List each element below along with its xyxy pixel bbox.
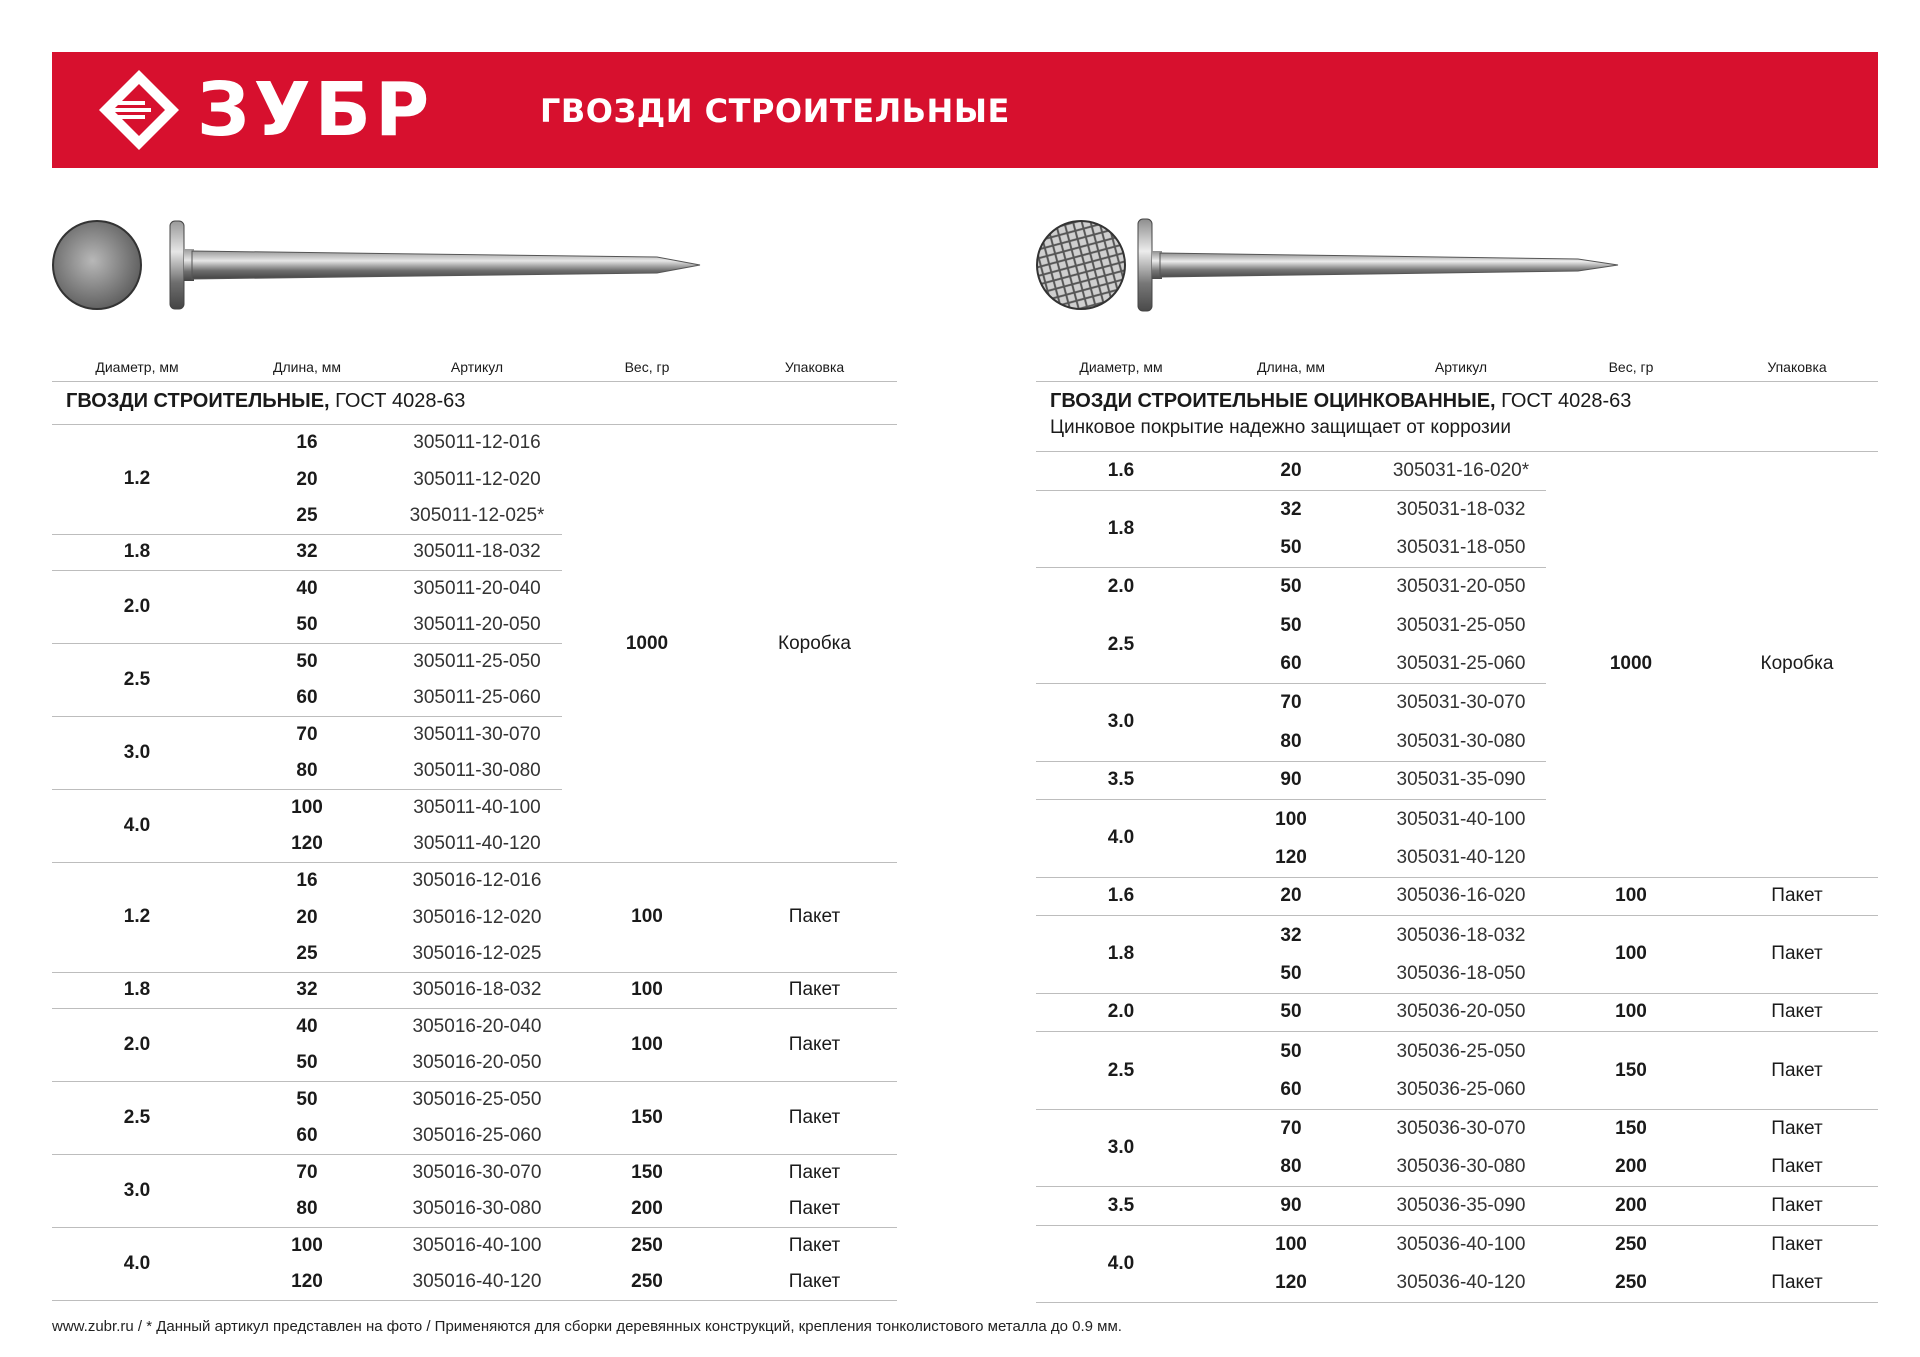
length-cell: 16 — [296, 870, 318, 892]
diameter-cell: 1.8 — [52, 973, 222, 1010]
article-cell: 305011-40-100 — [413, 797, 541, 819]
weight-cell: 100 — [1546, 878, 1716, 917]
article-cell: 305036-40-120 — [1376, 1264, 1546, 1303]
article-cell: 305036-18-050 — [1376, 955, 1546, 994]
pack-cell: Пакет — [1716, 1032, 1878, 1109]
diameter-cell: 2.5 — [1036, 1032, 1206, 1109]
length-cell: 80 — [1206, 1148, 1376, 1187]
diameter-cell: 4.0 — [1036, 800, 1206, 877]
pack-cell: Пакет — [1716, 1187, 1878, 1226]
pack-cell: Пакет — [1771, 1234, 1823, 1256]
length-cell: 20 — [296, 906, 318, 928]
article-cell: 305016-25-050 — [412, 1089, 542, 1111]
length-cell: 60 — [222, 681, 392, 718]
article-cell: 305011-20-040 — [413, 578, 541, 600]
length-cell: 100 — [1275, 1234, 1307, 1256]
weight-cell: 200 — [1546, 1148, 1716, 1187]
length-cell: 16 — [296, 432, 318, 454]
length-cell: 20 — [296, 468, 318, 490]
length-cell: 50 — [1206, 529, 1376, 568]
diameter-cell: 1.6 — [1036, 452, 1206, 491]
diameter-cell: 1.8 — [1036, 491, 1206, 568]
article-cell: 305031-18-032 — [1396, 499, 1526, 521]
weight-cell: 100 — [562, 1009, 732, 1082]
article-cell: 305036-30-070 — [1396, 1118, 1526, 1140]
nail-photo-plain — [52, 215, 712, 315]
length-cell: 50 — [1280, 576, 1302, 598]
article-cell: 305016-18-032 — [392, 973, 562, 1010]
length-cell: 20 — [1206, 452, 1376, 491]
column-header: Артикул — [392, 352, 562, 382]
diameter-cell: 3.0 — [52, 717, 222, 790]
diameter-cell: 3.0 — [1036, 1110, 1206, 1187]
pack-cell: Пакет — [732, 1265, 897, 1302]
column-header: Диаметр, мм — [52, 352, 222, 382]
article-cell: 305036-20-050 — [1376, 994, 1546, 1033]
weight-cell: 150 — [1546, 1032, 1716, 1109]
diameter-cell: 1.2 — [52, 863, 222, 973]
pack-cell: Пакет — [732, 1192, 897, 1229]
diameter-cell: 2.5 — [52, 644, 222, 717]
pack-cell: Коробка — [732, 425, 897, 863]
article-cell: 305011-25-050 — [413, 651, 541, 673]
diameter-cell: 2.0 — [1107, 576, 1135, 598]
length-cell: 50 — [1280, 1040, 1302, 1062]
length-cell: 50 — [296, 651, 318, 673]
article-cell: 305036-35-090 — [1376, 1187, 1546, 1226]
article-cell: 305016-12-016 — [412, 870, 542, 892]
article-cell: 305031-25-060 — [1376, 645, 1546, 684]
article-cell: 305011-12-016 — [413, 432, 541, 454]
article-cell: 305036-30-080 — [1376, 1148, 1546, 1187]
article-cell: 305016-20-050 — [392, 1046, 562, 1083]
brand-name: ЗУБР — [197, 67, 434, 153]
diameter-cell: 2.0 — [52, 571, 222, 644]
pack-cell: Пакет — [1771, 1118, 1823, 1140]
section-note: Цинковое покрытие надежно защищает от коррозии — [1050, 417, 1511, 438]
weight-cell: 150 — [562, 1082, 732, 1155]
pack-cell: Пакет — [1716, 994, 1878, 1033]
article-cell: 305016-30-070 — [412, 1162, 542, 1184]
length-cell: 32 — [1280, 499, 1302, 521]
length-cell: 50 — [1206, 994, 1376, 1033]
length-cell: 120 — [222, 827, 392, 864]
length-cell: 50 — [222, 608, 392, 645]
length-cell: 120 — [1206, 839, 1376, 878]
weight-cell: 150 — [631, 1162, 663, 1184]
weight-cell: 1000 — [562, 425, 732, 863]
weight-cell: 1000 — [1546, 452, 1716, 878]
length-cell: 60 — [1206, 645, 1376, 684]
weight-cell: 100 — [562, 973, 732, 1010]
length-cell: 32 — [222, 973, 392, 1010]
article-cell: 305011-30-080 — [392, 754, 562, 791]
article-cell: 305036-40-100 — [1396, 1234, 1526, 1256]
length-cell: 90 — [1206, 762, 1376, 801]
section-gost: ГОСТ 4028-63 — [1495, 390, 1632, 412]
length-cell: 100 — [291, 1235, 323, 1257]
section-heading — [52, 382, 897, 425]
article-cell: 305036-25-060 — [1376, 1071, 1546, 1110]
length-cell: 80 — [1206, 723, 1376, 762]
article-cell: 305016-12-020 — [412, 906, 542, 928]
weight-cell: 100 — [1546, 916, 1716, 993]
diameter-cell: 3.0 — [52, 1155, 222, 1228]
length-cell: 32 — [222, 535, 392, 572]
article-cell: 305011-40-120 — [392, 827, 562, 864]
length-cell: 50 — [1280, 615, 1302, 637]
article-cell: 305016-30-080 — [392, 1192, 562, 1229]
pack-cell: Пакет — [732, 973, 897, 1010]
length-cell: 50 — [296, 1089, 318, 1111]
pack-cell: Коробка — [1716, 452, 1878, 878]
column-header: Упаковка — [732, 352, 897, 382]
length-cell: 70 — [296, 724, 318, 746]
weight-cell: 250 — [631, 1235, 663, 1257]
diameter-cell: 1.8 — [1036, 916, 1206, 993]
weight-cell: 250 — [1615, 1234, 1647, 1256]
pack-cell: Пакет — [788, 1235, 841, 1257]
article-cell: 305016-40-120 — [392, 1265, 562, 1302]
diameter-cell: 3.5 — [1036, 762, 1206, 801]
length-cell: 100 — [291, 797, 323, 819]
length-cell: 50 — [1206, 955, 1376, 994]
section-title: ГВОЗДИ СТРОИТЕЛЬНЫЕ, — [66, 390, 330, 412]
article-cell: 305011-25-060 — [392, 681, 562, 718]
article-cell: 305016-12-025 — [392, 936, 562, 973]
length-cell: 70 — [296, 1162, 318, 1184]
column-header: Вес, гр — [562, 352, 732, 382]
pack-cell: Пакет — [732, 1082, 897, 1155]
page-title: ГВОЗДИ СТРОИТЕЛЬНЫЕ — [540, 92, 1010, 130]
article-cell: 305011-20-050 — [392, 608, 562, 645]
length-cell: 70 — [1280, 692, 1302, 714]
length-cell: 32 — [1280, 924, 1302, 946]
weight-cell: 100 — [562, 863, 732, 973]
diameter-cell: 2.5 — [52, 1082, 222, 1155]
pack-cell: Пакет — [1716, 1148, 1878, 1187]
length-cell: 25 — [222, 936, 392, 973]
article-cell: 305011-12-020 — [413, 468, 541, 490]
article-cell: 305036-18-032 — [1396, 924, 1526, 946]
column-header: Диаметр, мм — [1036, 352, 1206, 382]
column-header: Артикул — [1376, 352, 1546, 382]
pack-cell: Пакет — [788, 1162, 841, 1184]
article-cell: 305011-30-070 — [413, 724, 541, 746]
footer-note: www.zubr.ru / * Данный артикул представлен на фото / Применяются для сборки деревянных конструкций, крепления тонколистового металла до 0.9 мм. — [52, 1318, 1122, 1335]
diameter-cell: 1.8 — [52, 535, 222, 572]
weight-cell: 150 — [1615, 1118, 1647, 1140]
article-cell: 305016-40-100 — [412, 1235, 542, 1257]
length-cell: 40 — [296, 1016, 318, 1038]
diameter-cell: 3.5 — [1036, 1187, 1206, 1226]
zubr-emblem-icon — [97, 68, 181, 152]
column-header: Длина, мм — [222, 352, 392, 382]
nail-photo-galvanized — [1036, 215, 1626, 315]
article-cell: 305031-40-120 — [1376, 839, 1546, 878]
length-cell: 70 — [1280, 1118, 1302, 1140]
length-cell: 50 — [222, 1046, 392, 1083]
article-cell: 305031-25-050 — [1396, 615, 1526, 637]
diameter-cell: 4.0 — [1036, 1226, 1206, 1303]
section-gost: ГОСТ 4028-63 — [329, 390, 466, 412]
article-cell: 305016-20-040 — [412, 1016, 542, 1038]
diameter-cell: 2.0 — [1036, 994, 1206, 1033]
section-title-line — [1050, 390, 1878, 413]
length-cell: 80 — [222, 754, 392, 791]
length-cell: 60 — [222, 1119, 392, 1156]
section-title: ГВОЗДИ СТРОИТЕЛЬНЫЕ ОЦИНКОВАННЫЕ, — [1050, 390, 1496, 412]
pack-cell: Пакет — [732, 863, 897, 973]
weight-cell: 200 — [1546, 1187, 1716, 1226]
weight-cell: 100 — [1546, 994, 1716, 1033]
weight-cell: 200 — [562, 1192, 732, 1229]
diameter-cell: 1.6 — [1036, 878, 1206, 917]
length-cell: 90 — [1206, 1187, 1376, 1226]
table-plain-nails — [52, 352, 897, 1301]
article-cell: 305011-18-032 — [392, 535, 562, 572]
article-cell: 305031-40-100 — [1396, 808, 1526, 830]
length-cell: 25 — [222, 498, 392, 535]
weight-cell: 250 — [562, 1265, 732, 1302]
article-cell: 305016-25-060 — [392, 1119, 562, 1156]
diameter-cell: 2.5 — [1036, 607, 1206, 684]
pack-cell: Пакет — [1716, 878, 1878, 917]
length-cell: 20 — [1206, 878, 1376, 917]
table-galvanized-nails — [1036, 352, 1878, 1303]
length-cell: 60 — [1206, 1071, 1376, 1110]
brand-logo — [97, 67, 434, 153]
length-cell: 80 — [222, 1192, 392, 1229]
length-cell: 100 — [1275, 808, 1307, 830]
length-cell: 40 — [296, 578, 318, 600]
article-cell: 305031-35-090 — [1376, 762, 1546, 801]
article-cell: 305031-30-080 — [1376, 723, 1546, 762]
column-header: Длина, мм — [1206, 352, 1376, 382]
diameter-cell: 1.2 — [52, 425, 222, 535]
column-header: Упаковка — [1716, 352, 1878, 382]
pack-cell: Пакет — [732, 1009, 897, 1082]
column-header: Вес, гр — [1546, 352, 1716, 382]
article-cell: 305036-16-020 — [1376, 878, 1546, 917]
diameter-cell: 4.0 — [52, 1228, 222, 1301]
section-heading — [1036, 382, 1878, 452]
article-cell: 305011-12-025* — [392, 498, 562, 535]
article-cell: 305036-25-050 — [1396, 1040, 1526, 1062]
article-cell: 305031-18-050 — [1376, 529, 1546, 568]
article-cell: 305031-30-070 — [1396, 692, 1526, 714]
article-cell: 305031-16-020* — [1376, 452, 1546, 491]
pack-cell: Пакет — [1716, 916, 1878, 993]
weight-cell: 250 — [1546, 1264, 1716, 1303]
length-cell: 120 — [222, 1265, 392, 1302]
pack-cell: Пакет — [1716, 1264, 1878, 1303]
diameter-cell: 2.0 — [52, 1009, 222, 1082]
length-cell: 120 — [1206, 1264, 1376, 1303]
section-title-line — [66, 390, 897, 413]
diameter-cell: 3.0 — [1036, 684, 1206, 761]
article-cell: 305031-20-050 — [1396, 576, 1526, 598]
diameter-cell: 4.0 — [52, 790, 222, 863]
